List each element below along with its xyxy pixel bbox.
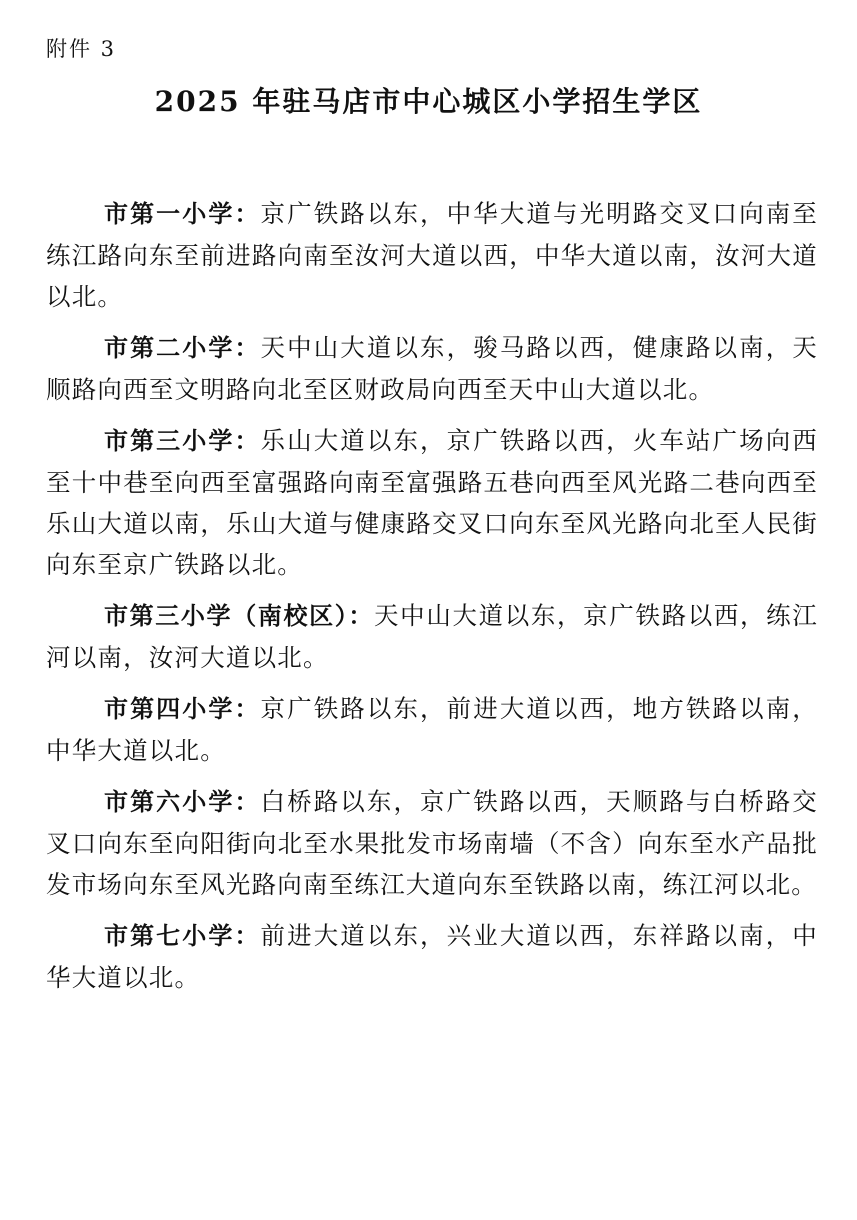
school-entry-6: [46, 781, 818, 905]
school-entry-3: [46, 420, 818, 585]
school-boundary: 白桥路以东，京广铁路以西，天顺路与白桥路交叉口向东至向阳街向北至水果批发市场南墙（不含）向东至水产品批发市场向东至风光路向南至练江大道向东至铁路以南，练江河以北。: [46, 787, 818, 899]
school-name: 市第四小学：: [104, 695, 261, 723]
school-name: 市第三小学：: [104, 427, 261, 455]
school-name: 市第一小学：: [104, 200, 261, 228]
school-entry-4: [46, 688, 818, 771]
school-boundary: 前进大道以东，兴业大道以西，东祥路以南，中华大道以北。: [46, 921, 818, 992]
school-district-list: [46, 193, 818, 1008]
school-name: 市第七小学：: [104, 922, 261, 950]
school-entry-3-south: [46, 595, 818, 678]
attachment-label: 附件 3: [46, 37, 117, 61]
school-entry-1: [46, 193, 818, 317]
school-boundary: 乐山大道以东，京广铁路以西，火车站广场向西至十中巷至向西至富强路向南至富强路五巷向西至风光路二巷向西至乐山大道以南，乐山大道与健康路交叉口向东至风光路向北至人民街向东至京广铁路以北。: [46, 426, 818, 579]
school-boundary: 天中山大道以东，京广铁路以西，练江河以南，汝河大道以北。: [46, 601, 818, 672]
school-name: 市第六小学：: [104, 788, 261, 816]
school-boundary: 京广铁路以东，中华大道与光明路交叉口向南至练江路向东至前进路向南至汝河大道以西，中华大道以南，汝河大道以北。: [46, 199, 818, 311]
school-name: 市第二小学：: [104, 334, 261, 362]
school-entry-7: [46, 915, 818, 998]
school-entry-2: [46, 327, 818, 410]
school-boundary: 天中山大道以东，骏马路以西，健康路以南，天顺路向西至文明路向北至区财政局向西至天中山大道以北。: [46, 333, 818, 404]
school-boundary: 京广铁路以东，前进大道以西，地方铁路以南，中华大道以北。: [46, 694, 818, 765]
document-title: 2025 年驻马店市中心城区小学招生学区: [154, 85, 703, 118]
school-name: 市第三小学（南校区）：: [104, 602, 375, 630]
